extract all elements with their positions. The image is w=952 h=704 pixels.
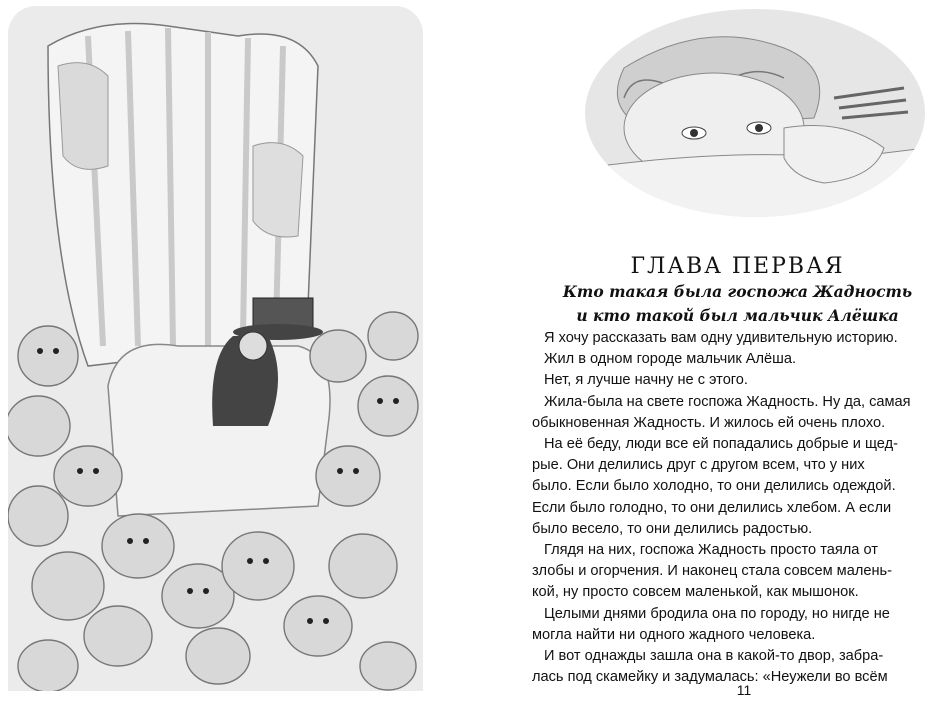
text-line: Жила-была на свете госпожа Жадность. Ну да, самая <box>544 393 911 410</box>
text-line: лась под скамейку и задумалась: «Неужели во всём <box>532 669 888 686</box>
text-line: могла найти ни одного жадного человека. <box>532 626 816 643</box>
text-line: Я хочу рассказать вам одну удивительную историю. <box>544 330 898 346</box>
chapter-subtitle-line-1: Кто такая была госпожа Жадность <box>562 282 913 301</box>
text-line: рые. Они делились друг с другом всем, что у них <box>532 457 865 474</box>
illustration-armchair-cats <box>8 6 423 691</box>
right-page <box>476 0 952 704</box>
illustration-boy-alyosha <box>584 8 926 218</box>
chapter-title: ГЛАВА ПЕРВАЯ <box>630 254 845 279</box>
text-line: Если было голодно, то они делились хлебом. А если <box>532 499 892 516</box>
text-line: кой, ну просто совсем маленькой, как мышонок. <box>532 584 859 601</box>
chapter-heading <box>530 254 945 327</box>
text-line: Нет, я лучше начну не с этого. <box>544 372 748 389</box>
text-line: Жил в одном городе мальчик Алёша. <box>544 351 797 368</box>
text-line: было. Если было холодно, то они делились одеждой. <box>532 478 896 495</box>
body-text <box>532 328 946 688</box>
text-line: обыкновенная Жадность. И жилось ей очень плохо. <box>532 414 886 431</box>
text-line: злобы и огорчения. И наконец стала совсем малень- <box>532 563 892 580</box>
text-line: Целыми днями бродила она по городу, но нигде не <box>544 605 890 622</box>
illustration-drawing <box>8 6 423 691</box>
text-line: И вот однажды зашла она в какой-то двор, забра- <box>544 648 884 665</box>
page-number: 11 <box>736 682 752 698</box>
vignette-drawing <box>584 8 926 218</box>
text-line: Глядя на них, госпожа Жадность просто таяла от <box>544 542 878 559</box>
text-line: На её беду, люди все ей попадались добрые и щед- <box>544 436 898 453</box>
chapter-subtitle-line-2: и кто такой был мальчик Алёшка <box>576 306 899 325</box>
text-line: было весело, то они делились радостью. <box>532 520 813 537</box>
